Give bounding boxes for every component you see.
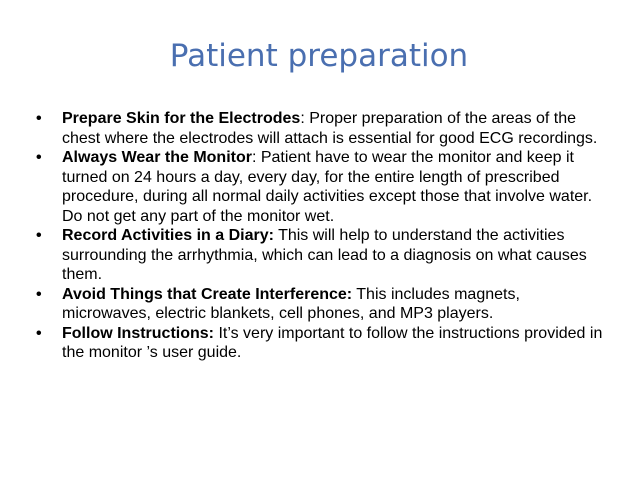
bullet-text: This includes magnets, microwaves, electric blankets, cell phones, and MP3 players. bbox=[62, 285, 520, 322]
bullet-heading: Always Wear the Monitor bbox=[62, 149, 252, 166]
bullet-icon: • bbox=[36, 149, 42, 166]
bullet-icon: • bbox=[36, 285, 42, 303]
bullet-separator: : bbox=[300, 110, 310, 127]
bullet-heading: Prepare Skin for the Electrodes bbox=[62, 110, 301, 127]
bullet-item-follow-instructions bbox=[36, 324, 611, 363]
bullet-item-prepare-skin bbox=[36, 109, 611, 148]
bullet-text: It’s very important to follow the instructions provided in the monitor ’s user guide. bbox=[62, 324, 603, 361]
bullet-text: This will help to understand the activities surrounding the arrhythmia, which can lead to a diagnosis on what causes them. bbox=[62, 227, 587, 283]
bullet-text: Patient have to wear the monitor and keep it turned on 24 hours a day, every day, for the entire length of prescribed procedure, during all normal daily activities except those that involve water. Do not get any part of the monitor wet. bbox=[62, 149, 593, 225]
bullet-text: Proper preparation of the areas of the chest where the electrodes will attach is essential for good ECG recordings. bbox=[62, 110, 598, 147]
bullet-list bbox=[36, 109, 611, 363]
bullet-heading: Follow Instructions: bbox=[62, 324, 214, 342]
bullet-icon: • bbox=[36, 227, 42, 244]
bullet-item-avoid-interference bbox=[36, 285, 611, 324]
bullet-item-wear-monitor bbox=[36, 148, 611, 226]
bullet-icon: • bbox=[36, 324, 42, 342]
slide-title: Patient preparation bbox=[169, 38, 469, 74]
bullet-separator: : bbox=[251, 149, 261, 166]
bullet-item-record-activities bbox=[36, 226, 611, 285]
bullet-heading: Record Activities in a Diary: bbox=[62, 227, 274, 244]
bullet-icon: • bbox=[36, 110, 42, 127]
bullet-heading: Avoid Things that Create Interference: bbox=[62, 285, 353, 303]
